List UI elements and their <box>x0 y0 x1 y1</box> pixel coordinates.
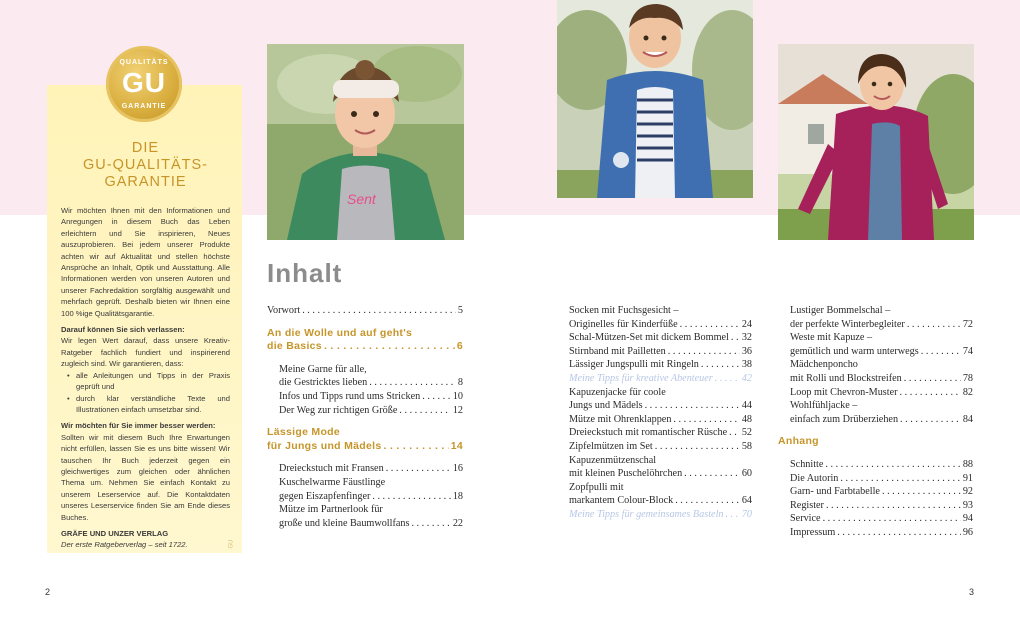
toc-entry[interactable]: Kapuzenmützenschal mit kleinen Puschelöhrchen . . . 60 <box>569 454 752 481</box>
toc-tip-entry[interactable]: Meine Tipps für gemeinsames Basteln . . . 70 <box>569 508 752 522</box>
page-number-right: 3 <box>969 587 975 597</box>
toc-entry[interactable]: Service . . . 94 <box>790 512 973 526</box>
guarantee-paragraph-1: Wir möchten Ihnen mit den Informationen und Anregungen in diesem Buch das Leben erleichtern und Sie inspirieren, Neues auszuprobieren. Bei jedem unserer Produkte achten wir auf Aktualität und stellen höchste Ansprüche an Inhalt, Optik und Ausstattung. Alle Informationen werden von unseren Autoren und unserer Fachredaktion sorgfältig ausgewählt und mehrfach geprüft. Deshalb bieten wir Ihnen eine 100 %ige Qualitätsgarantie. <box>61 206 230 318</box>
toc-entry[interactable]: Infos und Tipps rund ums Stricken . . . 10 <box>267 390 463 404</box>
toc-entry[interactable]: Kapuzenjacke für coole Jungs und Mädels . . . 44 <box>569 386 752 413</box>
seal-gu-logo: GU <box>122 67 166 98</box>
guarantee-text <box>61 205 230 551</box>
toc-section-mode[interactable]: Lässige Mode für Jungs und Mädels . . . 14 <box>267 426 463 453</box>
guarantee-bullet: • alle Anleitungen und Tipps in der Praxis geprüft und <box>69 370 230 393</box>
toc-entry[interactable]: Mütze im Partnerlook für große und kleine Baumwollfans . . . 22 <box>267 503 463 530</box>
toc-section-anhang[interactable]: Anhang <box>778 435 819 448</box>
toc-entry[interactable]: Die Autorin . . . 91 <box>790 472 973 486</box>
seal-top-text: QUALITÄTS <box>119 59 169 66</box>
toc-section-basics[interactable]: An die Wolle und auf geht's die Basics . . . 6 <box>267 327 463 354</box>
toc-entry[interactable]: Impressum . . . 96 <box>790 526 973 540</box>
toc-column-2 <box>569 304 752 522</box>
toc-entry[interactable]: Weste mit Kapuze – gemütlich und warm unterwegs . . . 74 <box>790 331 973 358</box>
photo-boy-blue-vest <box>557 0 753 198</box>
toc-entry[interactable]: Meine Garne für alle, die Gestricktes lieben . . . 8 <box>267 363 463 390</box>
toc-entry[interactable]: Vorwort . . . 5 <box>267 304 463 318</box>
toc-entry[interactable]: Schnitte . . . 88 <box>790 458 973 472</box>
toc-entry[interactable]: Garn- und Farbtabelle . . . 92 <box>790 485 973 499</box>
toc-entry[interactable]: Mütze mit Ohrenklappen . . . 48 <box>569 413 752 427</box>
page-title: Inhalt <box>267 258 343 288</box>
toc-entry[interactable]: Stirnband mit Pailletten . . . 36 <box>569 345 752 359</box>
guarantee-paragraph-3: Sollten wir mit diesem Buch Ihre Erwartungen nicht erfüllen, lassen Sie es uns bitte wissen! Wir tauschen Ihr Buch jederzeit gegen ein gleichwertiges zum gleichen oder ähnlichen Thema um. Nehmen Sie einfach Kontakt zu unserem Leserservice auf. Die Kontaktdaten unseres Leserservice finden Sie am Ende dieses Buches. <box>61 432 230 522</box>
publisher-tagline: Der erste Ratgeberverlag – seit 1722. <box>61 540 188 550</box>
guarantee-bullet-list <box>61 370 230 416</box>
toc-entry[interactable]: Lustiger Bommelschal – der perfekte Winterbegleiter . . . 72 <box>790 304 973 331</box>
toc-entry[interactable]: Zipfelmützen im Set . . . 58 <box>569 440 752 454</box>
toc-entry[interactable]: Mädchenponcho mit Rolli und Blockstreifen . . . 78 <box>790 358 973 385</box>
photo-credit: GU <box>228 539 235 549</box>
toc-entry[interactable]: Kuschelwarme Fäustlinge gegen Eiszapfenfinger . . . 18 <box>267 476 463 503</box>
guarantee-paragraph-2: Wir legen Wert darauf, dass unsere Kreativ-Ratgeber fachlich fundiert und inspirierend zugleich sind. Wir garantieren, dass: <box>61 336 230 369</box>
toc-column-3 <box>778 304 973 540</box>
guarantee-heading-3: Wir möchten für Sie immer besser werden: <box>61 421 216 431</box>
toc-entry[interactable]: Dreieckstuch mit romantischer Rüsche . . . 52 <box>569 426 752 440</box>
publisher-signature: GRÄFE UND UNZER VERLAG <box>61 528 169 538</box>
toc-entry[interactable]: Socken mit Fuchsgesicht – Originelles für Kinderfüße . . . 24 <box>569 304 752 331</box>
toc-entry[interactable]: Zopfpulli mit markantem Colour-Block . . . 64 <box>569 481 752 508</box>
toc-entry[interactable]: Wohlfühljacke – einfach zum Drüberziehen . . . 84 <box>790 399 973 426</box>
quality-guarantee-box <box>47 85 242 553</box>
svg-text:Sent: Sent <box>347 191 376 207</box>
guarantee-bullet: • durch klar verständliche Texte und Illustrationen einfach umsetzbar sind. <box>69 393 230 416</box>
photo-girl-green-jacket <box>267 44 464 240</box>
toc-entry[interactable]: Loop mit Chevron-Muster . . . 82 <box>790 386 973 400</box>
toc-tip-entry[interactable]: Meine Tipps für kreative Abenteuer . . . 42 <box>569 372 752 386</box>
toc-entry[interactable]: Der Weg zur richtigen Größe . . . 12 <box>267 404 463 418</box>
gu-quality-seal-icon <box>106 46 182 122</box>
guarantee-heading-2: Darauf können Sie sich verlassen: <box>61 325 185 335</box>
photo-girl-magenta-cardigan <box>778 44 974 240</box>
page-number-left: 2 <box>45 587 51 597</box>
toc-entry[interactable]: Dreieckstuch mit Fransen . . . 16 <box>267 462 463 476</box>
toc-column-1 <box>267 304 463 530</box>
guarantee-title: DIE GU-QUALITÄTS- GARANTIE <box>83 140 208 190</box>
toc-entry[interactable]: Schal-Mützen-Set mit dickem Bommel . . . 32 <box>569 331 752 345</box>
seal-bottom-text: GARANTIE <box>121 103 167 110</box>
toc-entry[interactable]: Lässiger Jungspulli mit Ringeln . . . 38 <box>569 358 752 372</box>
toc-entry[interactable]: Register . . . 93 <box>790 499 973 513</box>
